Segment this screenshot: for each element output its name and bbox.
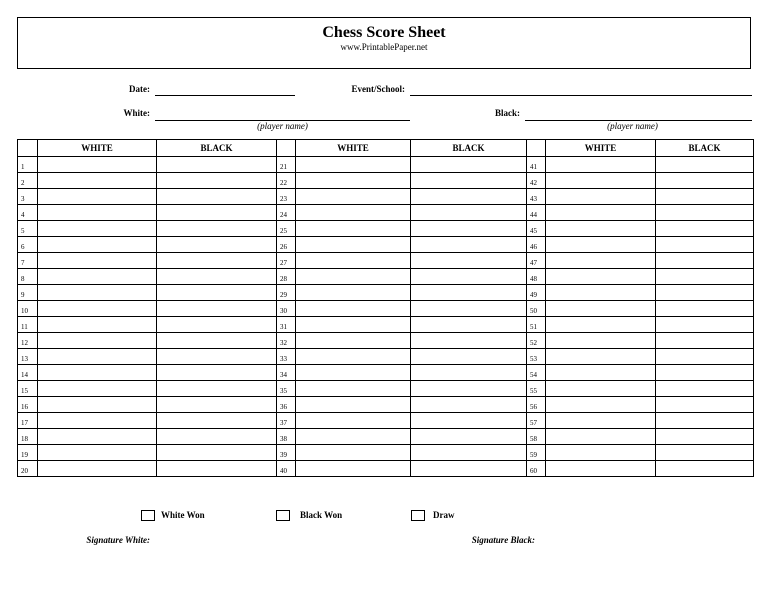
white-move-cell[interactable]	[38, 317, 157, 333]
black-move-cell[interactable]	[411, 349, 527, 365]
move-number: 8	[18, 269, 38, 285]
column-header: BLACK	[411, 140, 527, 157]
black-move-cell[interactable]	[411, 445, 527, 461]
white-move-cell[interactable]	[296, 445, 411, 461]
move-number: 15	[18, 381, 38, 397]
table-row	[18, 429, 754, 445]
move-number: 53	[527, 349, 546, 365]
table-row	[18, 317, 754, 333]
white-move-cell[interactable]	[38, 157, 157, 173]
move-number: 54	[527, 365, 546, 381]
white-move-cell[interactable]	[296, 285, 411, 301]
black-move-cell[interactable]	[157, 397, 277, 413]
black-move-cell[interactable]	[157, 157, 277, 173]
date-field[interactable]	[155, 95, 295, 96]
white-move-cell[interactable]	[546, 221, 656, 237]
move-number: 20	[18, 461, 38, 477]
white-move-cell[interactable]	[546, 381, 656, 397]
move-number: 24	[277, 205, 296, 221]
white-move-cell[interactable]	[296, 333, 411, 349]
white-move-cell[interactable]	[546, 397, 656, 413]
move-number: 23	[277, 189, 296, 205]
move-number: 19	[18, 445, 38, 461]
white-move-cell[interactable]	[546, 157, 656, 173]
white-move-cell[interactable]	[546, 189, 656, 205]
move-number: 58	[527, 429, 546, 445]
move-number: 33	[277, 349, 296, 365]
white-move-cell[interactable]	[38, 269, 157, 285]
move-number: 32	[277, 333, 296, 349]
move-number: 45	[527, 221, 546, 237]
move-number: 51	[527, 317, 546, 333]
move-number: 39	[277, 445, 296, 461]
move-number: 1	[18, 157, 38, 173]
white-move-cell[interactable]	[546, 237, 656, 253]
black-move-cell[interactable]	[157, 413, 277, 429]
signature-black-label: Signature Black:	[471, 535, 535, 545]
white-move-cell[interactable]	[38, 205, 157, 221]
black-move-cell[interactable]	[157, 205, 277, 221]
black-move-cell[interactable]	[656, 429, 754, 445]
table-row	[18, 173, 754, 189]
black-won-checkbox[interactable]	[276, 510, 290, 521]
move-number: 16	[18, 397, 38, 413]
move-number: 42	[527, 173, 546, 189]
black-move-cell[interactable]	[157, 189, 277, 205]
black-move-cell[interactable]	[157, 381, 277, 397]
table-row	[18, 221, 754, 237]
event-field[interactable]	[410, 95, 752, 96]
move-number-header	[18, 140, 38, 157]
black-move-cell[interactable]	[411, 237, 527, 253]
move-number: 21	[277, 157, 296, 173]
black-move-cell[interactable]	[656, 189, 754, 205]
black-move-cell[interactable]	[411, 301, 527, 317]
move-number: 47	[527, 253, 546, 269]
move-number-header	[277, 140, 296, 157]
black-move-cell[interactable]	[411, 285, 527, 301]
move-number: 13	[18, 349, 38, 365]
black-move-cell[interactable]	[411, 253, 527, 269]
black-move-cell[interactable]	[157, 285, 277, 301]
move-number: 48	[527, 269, 546, 285]
table-row	[18, 365, 754, 381]
table-row	[18, 333, 754, 349]
column-header: BLACK	[157, 140, 277, 157]
black-move-cell[interactable]	[157, 429, 277, 445]
white-move-cell[interactable]	[546, 333, 656, 349]
white-move-cell[interactable]	[38, 349, 157, 365]
black-move-cell[interactable]	[411, 461, 527, 477]
black-move-cell[interactable]	[157, 461, 277, 477]
move-number: 17	[18, 413, 38, 429]
black-move-cell[interactable]	[411, 333, 527, 349]
black-move-cell[interactable]	[656, 173, 754, 189]
black-move-cell[interactable]	[157, 253, 277, 269]
black-move-cell[interactable]	[411, 381, 527, 397]
column-header: WHITE	[38, 140, 157, 157]
white-move-cell[interactable]	[38, 333, 157, 349]
black-won-label: Black Won	[300, 510, 343, 520]
black-move-cell[interactable]	[656, 365, 754, 381]
table-row	[18, 205, 754, 221]
white-move-cell[interactable]	[38, 381, 157, 397]
move-number: 34	[277, 365, 296, 381]
move-number: 43	[527, 189, 546, 205]
white-move-cell[interactable]	[546, 269, 656, 285]
move-number: 52	[527, 333, 546, 349]
black-move-cell[interactable]	[157, 237, 277, 253]
white-move-cell[interactable]	[38, 397, 157, 413]
event-label: Event/School:	[351, 84, 405, 94]
move-number: 50	[527, 301, 546, 317]
table-row	[18, 285, 754, 301]
black-move-cell[interactable]	[411, 397, 527, 413]
move-number: 22	[277, 173, 296, 189]
move-number: 44	[527, 205, 546, 221]
move-number: 25	[277, 221, 296, 237]
move-number: 3	[18, 189, 38, 205]
white-move-cell[interactable]	[546, 429, 656, 445]
white-move-cell[interactable]	[296, 189, 411, 205]
table-row	[18, 461, 754, 477]
move-number: 28	[277, 269, 296, 285]
white-move-cell[interactable]	[296, 429, 411, 445]
move-number: 60	[527, 461, 546, 477]
black-move-cell[interactable]	[157, 445, 277, 461]
white-move-cell[interactable]	[296, 253, 411, 269]
white-move-cell[interactable]	[546, 205, 656, 221]
move-number: 56	[527, 397, 546, 413]
white-move-cell[interactable]	[546, 413, 656, 429]
move-number: 29	[277, 285, 296, 301]
move-number: 12	[18, 333, 38, 349]
page-subtitle: www.PrintablePaper.net	[340, 42, 428, 52]
move-number: 5	[18, 221, 38, 237]
column-header: WHITE	[546, 140, 656, 157]
black-move-cell[interactable]	[656, 413, 754, 429]
move-number: 2	[18, 173, 38, 189]
move-number: 59	[527, 445, 546, 461]
black-move-cell[interactable]	[656, 445, 754, 461]
black-move-cell[interactable]	[656, 237, 754, 253]
white-move-cell[interactable]	[546, 173, 656, 189]
black-move-cell[interactable]	[157, 365, 277, 381]
white-move-cell[interactable]	[546, 461, 656, 477]
move-number: 30	[277, 301, 296, 317]
black-move-cell[interactable]	[656, 157, 754, 173]
white-move-cell[interactable]	[296, 173, 411, 189]
move-number: 9	[18, 285, 38, 301]
black-move-cell[interactable]	[656, 397, 754, 413]
date-label: Date:	[129, 84, 150, 94]
white-won-checkbox[interactable]	[141, 510, 155, 521]
move-number: 40	[277, 461, 296, 477]
table-row	[18, 413, 754, 429]
move-number-header	[527, 140, 546, 157]
white-move-cell[interactable]	[296, 381, 411, 397]
signature-white-label: Signature White:	[86, 535, 150, 545]
white-move-cell[interactable]	[38, 285, 157, 301]
white-move-cell[interactable]	[38, 461, 157, 477]
move-number: 46	[527, 237, 546, 253]
white-move-cell[interactable]	[296, 157, 411, 173]
white-move-cell[interactable]	[546, 285, 656, 301]
black-player-hint: (player name)	[607, 121, 658, 131]
table-row	[18, 189, 754, 205]
white-move-cell[interactable]	[546, 365, 656, 381]
table-row	[18, 253, 754, 269]
table-header-row	[18, 140, 754, 157]
move-number: 27	[277, 253, 296, 269]
black-move-cell[interactable]	[157, 269, 277, 285]
black-move-cell[interactable]	[656, 253, 754, 269]
black-move-cell[interactable]	[157, 221, 277, 237]
white-move-cell[interactable]	[38, 429, 157, 445]
white-move-cell[interactable]	[38, 301, 157, 317]
move-number: 36	[277, 397, 296, 413]
white-move-cell[interactable]	[296, 397, 411, 413]
column-header: WHITE	[296, 140, 411, 157]
move-number: 55	[527, 381, 546, 397]
black-move-cell[interactable]	[411, 221, 527, 237]
white-move-cell[interactable]	[546, 253, 656, 269]
white-move-cell[interactable]	[296, 205, 411, 221]
black-move-cell[interactable]	[411, 157, 527, 173]
black-move-cell[interactable]	[656, 349, 754, 365]
move-number: 38	[277, 429, 296, 445]
white-player-label: White:	[123, 108, 150, 118]
move-number: 41	[527, 157, 546, 173]
move-number: 4	[18, 205, 38, 221]
black-move-cell[interactable]	[656, 301, 754, 317]
black-move-cell[interactable]	[411, 365, 527, 381]
white-move-cell[interactable]	[38, 445, 157, 461]
white-move-cell[interactable]	[38, 237, 157, 253]
black-move-cell[interactable]	[157, 301, 277, 317]
black-move-cell[interactable]	[656, 381, 754, 397]
move-number: 6	[18, 237, 38, 253]
white-move-cell[interactable]	[38, 173, 157, 189]
black-move-cell[interactable]	[656, 317, 754, 333]
move-number: 26	[277, 237, 296, 253]
move-number: 10	[18, 301, 38, 317]
black-move-cell[interactable]	[411, 173, 527, 189]
page-title: Chess Score Sheet	[322, 24, 446, 41]
black-move-cell[interactable]	[411, 205, 527, 221]
white-move-cell[interactable]	[296, 365, 411, 381]
white-move-cell[interactable]	[296, 461, 411, 477]
move-number: 18	[18, 429, 38, 445]
black-move-cell[interactable]	[157, 333, 277, 349]
move-number: 57	[527, 413, 546, 429]
table-row	[18, 445, 754, 461]
move-number: 14	[18, 365, 38, 381]
black-move-cell[interactable]	[656, 221, 754, 237]
white-won-label: White Won	[161, 510, 205, 520]
black-move-cell[interactable]	[411, 269, 527, 285]
black-move-cell[interactable]	[157, 173, 277, 189]
white-move-cell[interactable]	[38, 221, 157, 237]
white-move-cell[interactable]	[296, 301, 411, 317]
move-number: 49	[527, 285, 546, 301]
title-box	[17, 17, 751, 69]
white-move-cell[interactable]	[38, 253, 157, 269]
black-player-label: Black:	[494, 108, 520, 118]
black-move-cell[interactable]	[411, 317, 527, 333]
black-move-cell[interactable]	[656, 461, 754, 477]
move-number: 11	[18, 317, 38, 333]
white-move-cell[interactable]	[546, 317, 656, 333]
table-row	[18, 237, 754, 253]
white-move-cell[interactable]	[296, 349, 411, 365]
draw-checkbox[interactable]	[411, 510, 425, 521]
table-row	[18, 269, 754, 285]
move-number: 7	[18, 253, 38, 269]
white-move-cell[interactable]	[296, 221, 411, 237]
move-number: 37	[277, 413, 296, 429]
white-move-cell[interactable]	[546, 301, 656, 317]
black-move-cell[interactable]	[656, 285, 754, 301]
white-move-cell[interactable]	[296, 237, 411, 253]
column-header: BLACK	[656, 140, 754, 157]
white-move-cell[interactable]	[38, 365, 157, 381]
white-move-cell[interactable]	[296, 269, 411, 285]
white-move-cell[interactable]	[546, 349, 656, 365]
white-move-cell[interactable]	[38, 413, 157, 429]
table-row	[18, 381, 754, 397]
score-table	[17, 139, 754, 477]
black-move-cell[interactable]	[656, 269, 754, 285]
table-row	[18, 157, 754, 173]
white-player-hint: (player name)	[257, 121, 308, 131]
black-move-cell[interactable]	[157, 349, 277, 365]
black-move-cell[interactable]	[411, 429, 527, 445]
black-move-cell[interactable]	[656, 205, 754, 221]
black-move-cell[interactable]	[656, 333, 754, 349]
black-move-cell[interactable]	[411, 189, 527, 205]
table-row	[18, 397, 754, 413]
white-move-cell[interactable]	[38, 189, 157, 205]
table-row	[18, 349, 754, 365]
black-move-cell[interactable]	[157, 317, 277, 333]
move-number: 35	[277, 381, 296, 397]
black-move-cell[interactable]	[411, 413, 527, 429]
white-move-cell[interactable]	[546, 445, 656, 461]
white-move-cell[interactable]	[296, 413, 411, 429]
table-row	[18, 301, 754, 317]
white-move-cell[interactable]	[296, 317, 411, 333]
move-number: 31	[277, 317, 296, 333]
draw-label: Draw	[433, 510, 455, 520]
